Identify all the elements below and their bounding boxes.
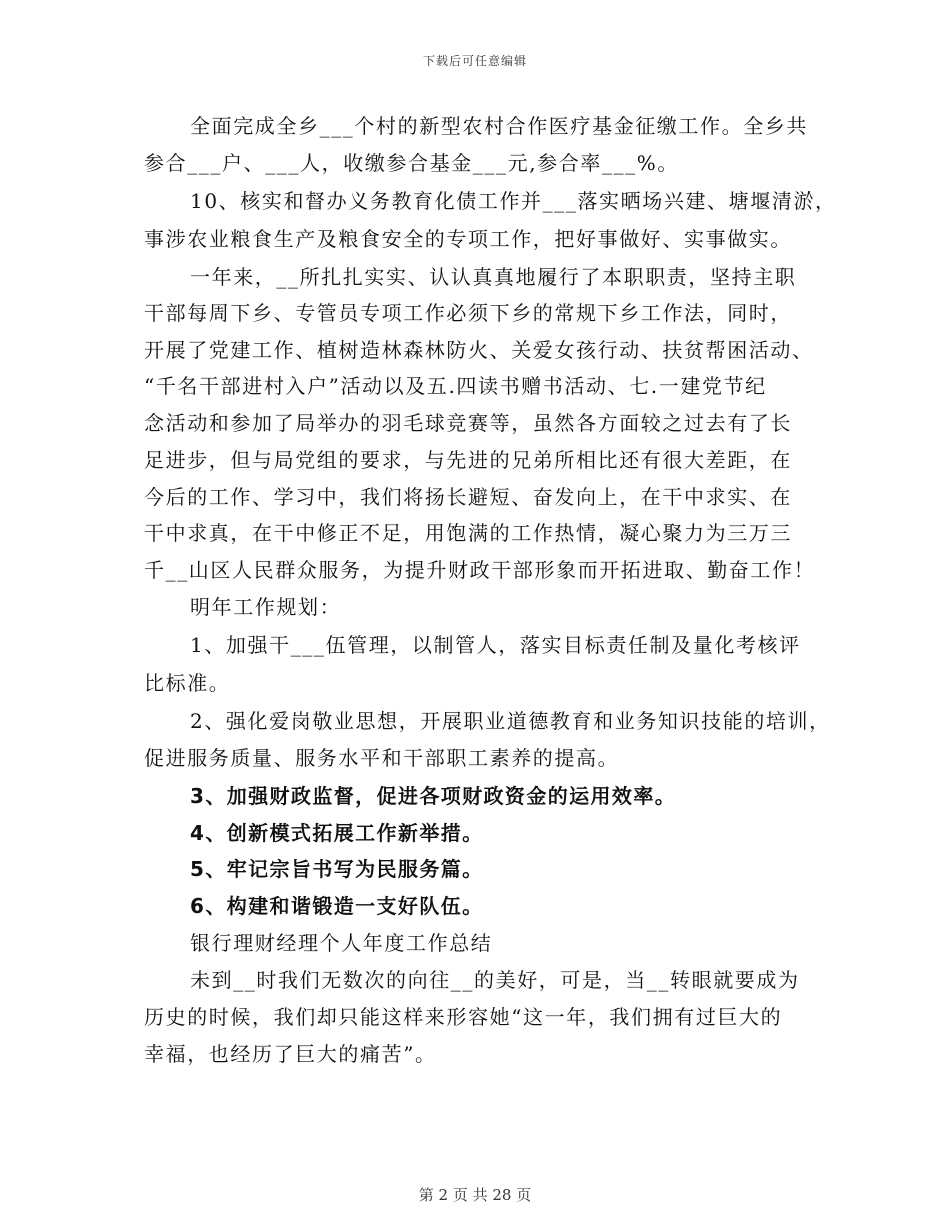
paragraph-line: 幸福，也经历了巨大的痛苦”。 xyxy=(144,1042,437,1066)
paragraph-line: 干中求真，在干中修正不足，用饱满的工作热情，凝心聚力为三万三 xyxy=(144,521,792,545)
paragraph-line: 全面完成全乡___个村的新型农村合作医疗基金征缴工作。全乡共 xyxy=(190,114,808,138)
list-item-bold: 5、牢记宗旨书写为民服务篇。 xyxy=(190,857,484,881)
list-item: 1、加强干___伍管理，以制管人，落实目标责任制及量化考核评 xyxy=(190,633,801,657)
paragraph-line: “千名干部进村入户”活动以及五.四读书赠书活动、七.一建党节纪 xyxy=(144,374,767,398)
paragraph-line: 一年来，__所扎扎实实、认认真真地履行了本职职责，坚持主职 xyxy=(190,265,797,289)
document-title: 银行理财经理个人年度工作总结 xyxy=(190,931,493,955)
paragraph-line: 足进步，但与局党组的要求，与先进的兄弟所相比还有很大差距，在 xyxy=(144,448,792,472)
paragraph-line: 未到__时我们无数次的向往__的美好，可是，当__转眼就要成为 xyxy=(190,968,800,992)
list-item-continuation: 促进服务质量、服务水平和干部职工素养的提高。 xyxy=(144,746,620,770)
section-heading: 明年工作规划： xyxy=(190,595,342,619)
list-item-continuation: 比标准。 xyxy=(144,671,231,695)
paragraph-line: 历史的时候，我们却只能这样来形容她“这一年，我们拥有过巨大的 xyxy=(144,1005,783,1029)
paragraph-line: 千__山区人民群众服务，为提升财政干部形象而开拓进取、勤奋工作！ xyxy=(144,558,816,582)
paragraph-line: 事涉农业粮食生产及粮食安全的专项工作，把好事做好、实事做实。 xyxy=(144,227,792,251)
paragraph-line: 今后的工作、学习中，我们将扬长避短、奋发向上，在干中求实、在 xyxy=(144,485,792,509)
list-item-bold: 4、创新模式拓展工作新举措。 xyxy=(190,821,484,845)
paragraph-line: 10、核实和督办义务教育化债工作并___落实晒场兴建、塘堰清淤， xyxy=(190,189,837,213)
paragraph-line: 开展了党建工作、植树造林森林防火、关爱女孩行动、扶贫帮困活动、 xyxy=(144,338,814,362)
list-item: 2、强化爱岗敬业思想，开展职业道德教育和业务知识技能的培训， xyxy=(190,709,831,733)
list-item-bold: 3、加强财政监督，促进各项财政资金的运用效率。 xyxy=(190,784,677,808)
paragraph-line: 参合___户、___人，收缴参合基金___元,参合率___%。 xyxy=(144,151,679,175)
header-note: 下载后可任意编辑 xyxy=(422,54,527,68)
paragraph-line: 念活动和参加了局举办的羽毛球竞赛等，虽然各方面较之过去有了长 xyxy=(144,411,792,435)
list-item-bold: 6、构建和谐锻造一支好队伍。 xyxy=(190,894,484,918)
paragraph-line: 干部每周下乡、专管员专项工作必须下乡的常规下乡工作法，同时， xyxy=(144,301,792,325)
page-number-footer: 第 2 页 共 28 页 xyxy=(418,1186,532,1204)
